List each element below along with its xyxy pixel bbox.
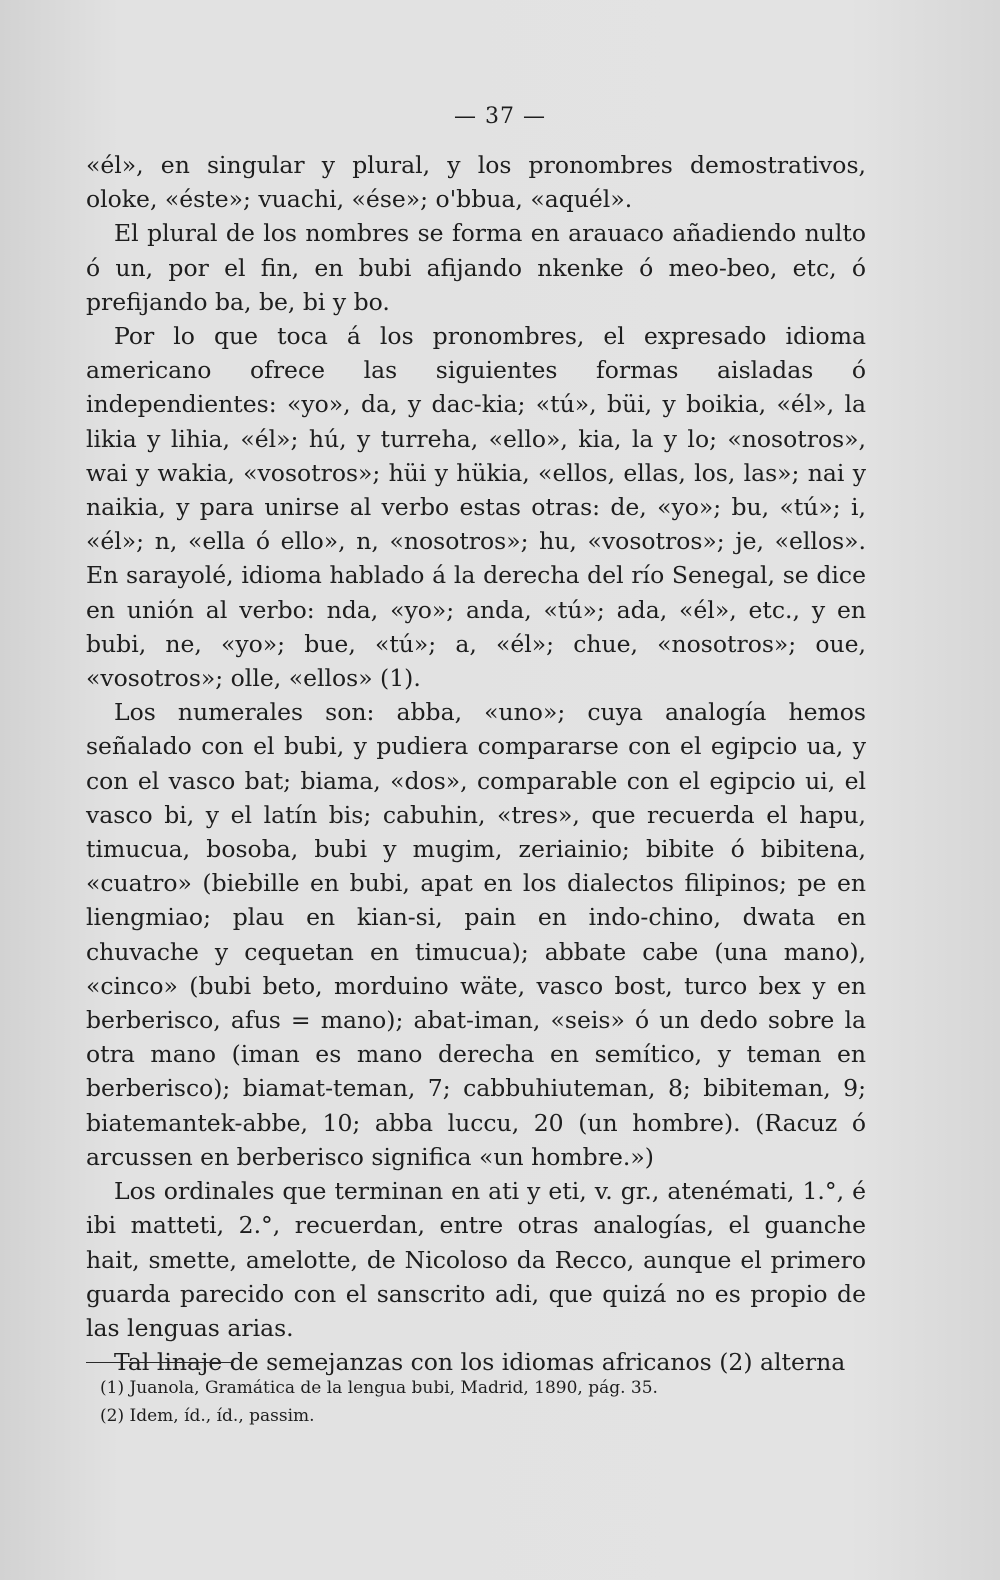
page-number: — 37 — [454, 104, 546, 129]
paragraph-4: Los numerales son: abba, «uno»; cuya analogía hemos señalado con el bubi, y pudiera compararse con el egipcio ua, y con el vasco bat; biama, «dos», comparable con el egipcio ui, el vasco bi, y el latín bis; cabuhin, «tres», que recuerda el hapu, timucua, bosoba, bubi y mugim, zeriainio; bibite ó bibitena, «cuatro» (biebille en bubi, apat en los dialectos filipinos; pe en liengmiao; plau en kian-si, pain en indo-chino, dwata en chuvache y cequetan en timucua); abbate cabe (una mano), «cinco» (bubi beto, morduino wäte, vasco bost, turco bex y en berberisco, afus = mano); abat-iman, «seis» ó un dedo sobre la otra mano (iman es mano derecha en semítico, y teman en berberisco); biamat-teman, 7; cabbuhiuteman, 8; bibiteman, 9; biatemantek-abbe, 10; abba luccu, 20 (un hombre). (Racuz ó arcussen en berberisco significa «un hombre.») [86, 698, 866, 1171]
paragraph-6: Tal linaje de semejanzas con los idiomas africanos (2) alterna [114, 1348, 846, 1377]
footnote-1: (1) Juanola, Gramática de la lengua bubi, Madrid, 1890, pág. 35. [100, 1378, 658, 1398]
body-text [86, 148, 866, 1379]
paragraph-5: Los ordinales que terminan en ati y eti, v. gr., atenémati, 1.°, é ibi matteti, 2.°, recuerdan, entre otras analogías, el guanche hait, smette, amelotte, de Nicoloso da Recco, aunque el primero guarda parecido con el sanscrito adi, que quizá no es propio de las lenguas arias. [86, 1177, 866, 1342]
footnotes [100, 1374, 860, 1430]
paragraph-1: «él», en singular y plural, y los pronombres demostrativos, oloke, «éste»; vuachi, «ése»; o'bbua, «aquél». [86, 151, 866, 214]
paragraph-2: El plural de los nombres se forma en arauaco añadiendo nulto ó un, por el fin, en bubi afijando nkenke ó meo-beo, etc, ó prefijando ba, be, bi y bo. [86, 219, 866, 316]
footnote-rule [86, 1362, 234, 1363]
footnote-2: (2) Idem, íd., íd., passim. [100, 1406, 315, 1426]
paragraph-3: Por lo que toca á los pronombres, el expresado idioma americano ofrece las siguientes formas aisladas ó independientes: «yo», da, y dac-kia; «tú», büi, y boikia, «él», la likia y lihia, «él»; hú, y turreha, «ello», kia, la y lo; «nosotros», wai y wakia, «vosotros»; hüi y hükia, «ellos, ellas, los, las»; nai y naikia, y para unirse al verbo estas otras: de, «yo»; bu, «tú»; i, «él»; n, «ella ó ello», n, «nosotros»; hu, «vosotros»; je, «ellos». En sarayolé, idioma hablado á la derecha del río Senegal, se dice en unión al verbo: nda, «yo»; anda, «tú»; ada, «él», etc., y en bubi, ne, «yo»; bue, «tú»; a, «él»; chue, «nosotros»; oue, «vosotros»; olle, «ellos» (1). [86, 322, 866, 693]
